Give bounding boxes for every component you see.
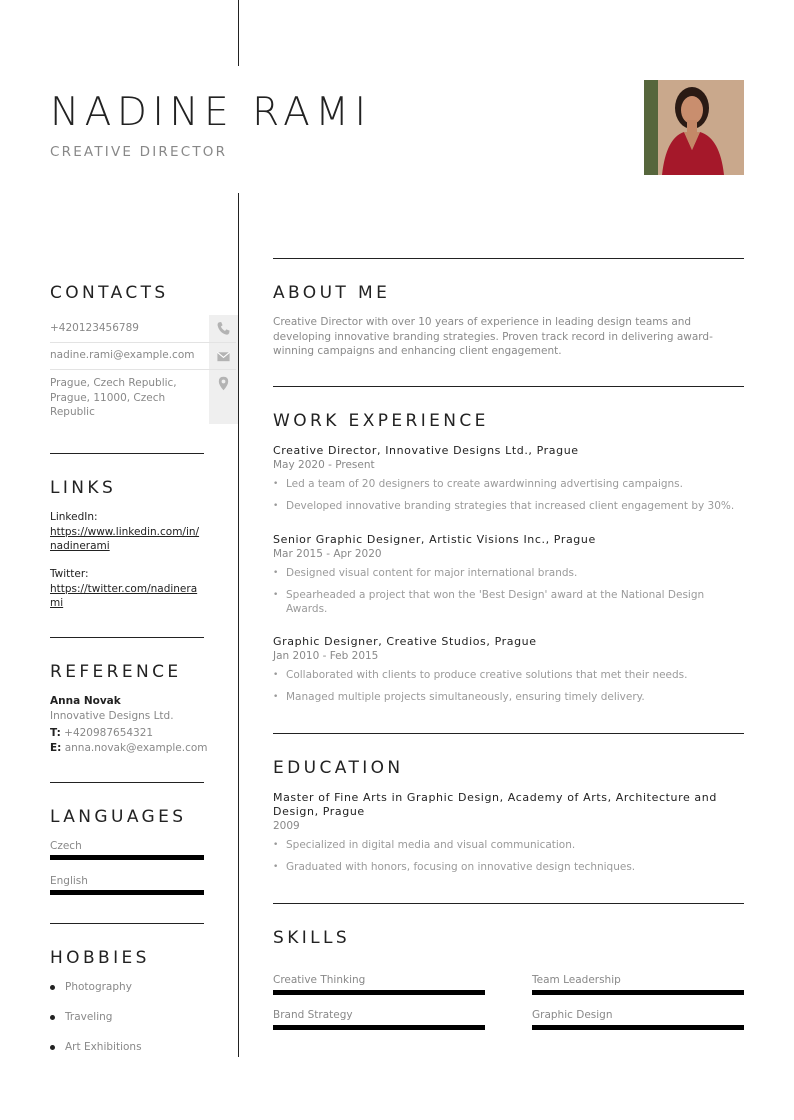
job-entry <box>273 533 744 617</box>
reference-block <box>50 694 208 756</box>
job-title: Creative Director, Innovative Designs Ltd., Prague <box>273 444 579 457</box>
link-linkedin <box>50 510 204 554</box>
skill-level-bar <box>273 1025 485 1030</box>
bullet-dot <box>50 1045 55 1050</box>
location-pin-icon <box>216 376 231 391</box>
skill-name: Brand Strategy <box>273 1009 353 1021</box>
divider <box>273 903 744 904</box>
job-bullet: • Collaborated with clients to produce creative solutions that met their needs. <box>273 668 744 683</box>
reference-heading: REFERENCE <box>50 662 182 682</box>
job-title: Graphic Designer, Creative Studios, Prague <box>273 635 537 648</box>
hobbies-heading: HOBBIES <box>50 948 150 968</box>
language-level-bar <box>50 855 204 860</box>
language-level-bar <box>50 890 204 895</box>
work-experience-heading: WORK EXPERIENCE <box>273 411 489 431</box>
job-dates: Jan 2010 - Feb 2015 <box>273 650 379 662</box>
job-entry <box>273 635 744 704</box>
skill-name: Creative Thinking <box>273 974 366 986</box>
education-bullet: • Graduated with honors, focusing on innovative design techniques. <box>273 860 744 875</box>
phone-icon <box>216 321 231 336</box>
divider <box>50 923 204 924</box>
twitter-link[interactable]: https://twitter.com/nadinerami <box>50 582 198 609</box>
reference-phone: T: +420987654321 <box>50 727 154 739</box>
reference-email: E: anna.novak@example.com <box>50 742 208 754</box>
job-entry <box>273 444 744 513</box>
divider <box>273 258 744 259</box>
job-title: Senior Graphic Designer, Artistic Visions Inc., Prague <box>273 533 596 546</box>
contact-phone[interactable]: +420123456789 <box>50 322 139 334</box>
column-divider-line <box>238 193 239 1057</box>
job-bullet: • Designed visual content for major international brands. <box>273 566 744 581</box>
skills-heading: SKILLS <box>273 928 351 948</box>
job-bullet: • Managed multiple projects simultaneously, ensuring timely delivery. <box>273 690 744 705</box>
skill-level-bar <box>532 990 744 995</box>
skill-name: Team Leadership <box>532 974 621 986</box>
divider <box>50 342 236 343</box>
link-label: Twitter: <box>50 568 89 580</box>
degree-year: 2009 <box>273 820 300 832</box>
skill-name: Graphic Design <box>532 1009 613 1021</box>
language-name: Czech <box>50 840 82 852</box>
linkedin-link[interactable]: https://www.linkedin.com/in/nadinerami <box>50 525 200 552</box>
link-twitter <box>50 567 204 611</box>
divider <box>50 782 204 783</box>
about-heading: ABOUT ME <box>273 283 391 303</box>
reference-company: Innovative Designs Ltd. <box>50 710 174 722</box>
education-heading: EDUCATION <box>273 758 404 778</box>
reference-name: Anna Novak <box>50 695 121 707</box>
degree-title: Master of Fine Arts in Graphic Design, Academy of Arts, Architecture and Design, Prague <box>273 791 717 818</box>
top-divider-line <box>238 0 239 66</box>
languages-heading: LANGUAGES <box>50 807 187 827</box>
person-title: CREATIVE DIRECTOR <box>50 144 228 160</box>
contacts-heading: CONTACTS <box>50 283 169 303</box>
divider <box>50 453 204 454</box>
contact-email[interactable]: nadine.rami@example.com <box>50 349 195 361</box>
divider <box>50 369 236 370</box>
skill-level-bar <box>273 990 485 995</box>
job-bullet: • Developed innovative branding strategies that increased client engagement by 30%. <box>273 499 744 514</box>
divider <box>273 386 744 387</box>
skill-level-bar <box>532 1025 744 1030</box>
bullet-dot <box>50 985 55 990</box>
profile-photo <box>644 80 744 175</box>
job-dates: May 2020 - Present <box>273 459 375 471</box>
links-heading: LINKS <box>50 478 117 498</box>
contact-address: Prague, Czech Republic, Prague, 11000, Czech Republic <box>50 377 177 418</box>
link-label: LinkedIn: <box>50 511 98 523</box>
job-dates: Mar 2015 - Apr 2020 <box>273 548 382 560</box>
envelope-icon <box>216 349 231 364</box>
job-bullet: • Spearheaded a project that won the 'Best Design' award at the National Design Awards. <box>273 588 744 617</box>
divider <box>50 637 204 638</box>
language-name: English <box>50 875 88 887</box>
education-bullet: • Specialized in digital media and visual communication. <box>273 838 744 853</box>
divider <box>273 733 744 734</box>
person-name: NADINE RAMI <box>50 90 372 135</box>
bullet-dot <box>50 1015 55 1020</box>
education-entry <box>273 791 744 874</box>
about-text: Creative Director with over 10 years of experience in leading design teams and developing innovative branding strategies. Proven track record in delivering award-winning campaigns and enhancing client engagement. <box>273 316 713 357</box>
job-bullet: • Led a team of 20 designers to create awardwinning advertising campaigns. <box>273 477 744 492</box>
